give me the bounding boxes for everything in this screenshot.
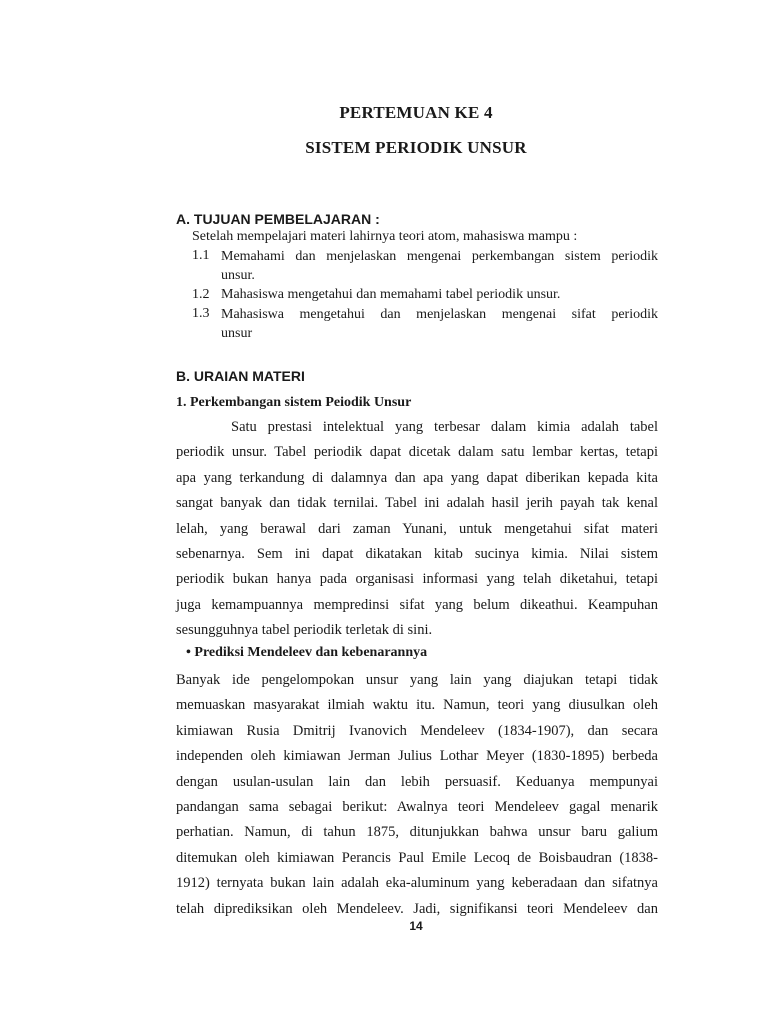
section-a-heading: A. TUJUAN PEMBELAJARAN : [176, 211, 380, 227]
objective-1-num: 1.1 [192, 248, 210, 263]
paragraph-2-line: Banyak ide pengelompokan unsur yang lain yang diajukan tetapi tidak [176, 672, 658, 688]
objective-3-num: 1.3 [192, 306, 210, 321]
paragraph-2-line: ditemukan oleh kimiawan Perancis Paul Emile Lecoq de Boisbaudran (1838- [176, 849, 658, 866]
objective-3 [221, 305, 658, 343]
paragraph-2-line: dengan usulan-usulan lain dan lebih persuasif. Keduanya mempunyai [176, 773, 658, 790]
paragraph-1-line: lelah, yang berawal dari zaman Yunani, untuk mengetahui sifat materi [176, 520, 658, 537]
paragraph-2-line: perhatian. Namun, di tahun 1875, ditunjukkan bahwa unsur baru galium [176, 824, 658, 841]
paragraph-1-line: Satu prestasi intelektual yang terbesar dalam kimia adalah tabel [231, 419, 658, 435]
paragraph-1-line: apa yang terkandung di dalamnya dan apa yang dapat diberikan kepada kita [176, 469, 658, 486]
section-b-heading: B. URAIAN MATERI [176, 368, 305, 384]
paragraph-1-line: periodik unsur. Tabel periodik dapat dicetak dalam satu lembar kertas, tetapi [176, 444, 658, 461]
paragraph-2-line: independen oleh kimiawan Jerman Julius Lothar Meyer (1830-1895) berbeda [176, 748, 658, 765]
subsection-1-heading: 1. Perkembangan sistem Peiodik Unsur [176, 395, 412, 410]
objectives-intro: Setelah mempelajari materi lahirnya teori atom, mahasiswa mampu : [192, 229, 578, 244]
objective-2-num: 1.2 [192, 287, 210, 302]
paragraph-2 [176, 668, 658, 922]
page-subtitle: SISTEM PERIODIK UNSUR [305, 138, 527, 157]
objective-2-line1: Mahasiswa mengetahui dan memahami tabel periodik unsur. [221, 287, 561, 302]
paragraph-1-line: periodik bukan hanya pada organisasi informasi yang telah diketahui, tetapi [176, 571, 658, 588]
objective-1-line2: unsur. [221, 268, 255, 283]
paragraph-2-line: kimiawan Rusia Dmitrij Ivanovich Mendeleev (1834-1907), dan secara [176, 722, 658, 739]
page-number: 14 [409, 919, 423, 933]
page-title: PERTEMUAN KE 4 [339, 103, 493, 122]
objective-3-line1: Mahasiswa mengetahui dan menjelaskan mengenai sifat periodik [221, 307, 658, 322]
paragraph-2-line: memuaskan masyarakat ilmiah waktu itu. Namun, teori yang diusulkan oleh [176, 697, 658, 714]
paragraph-2-line: telah diprediksikan oleh Mendeleev. Jadi, signifikansi teori Mendeleev dan [176, 900, 658, 917]
objective-3-line2: unsur [221, 326, 253, 341]
paragraph-1-line: juga kemampuannya mempredinsi sifat yang belum dikeathui. Keampuhan [176, 596, 658, 613]
paragraph-2-line: 1912) ternyata bukan lain adalah eka-aluminum yang keberadaan dan sifatnya [176, 875, 658, 892]
objective-1 [221, 247, 658, 285]
paragraph-2-line: pandangan sama sebagai berikut: Awalnya teori Mendeleev gagal menarik [176, 799, 658, 816]
paragraph-1-line: sesungguhnya tabel periodik terletak di sini. [176, 622, 433, 639]
paragraph-1-line: sebenarnya. Sem ini dapat dikatakan kitab sucinya kimia. Nilai sistem [176, 546, 658, 563]
paragraph-1 [176, 415, 658, 644]
objective-1-line1: Memahami dan menjelaskan mengenai perkembangan sistem periodik [221, 249, 658, 264]
paragraph-1-line: sangat banyak dan tidak ternilai. Tabel ini adalah hasil jerih payah tak kenal [176, 495, 658, 512]
bullet-heading: • Prediksi Mendeleev dan kebenarannya [186, 645, 428, 660]
